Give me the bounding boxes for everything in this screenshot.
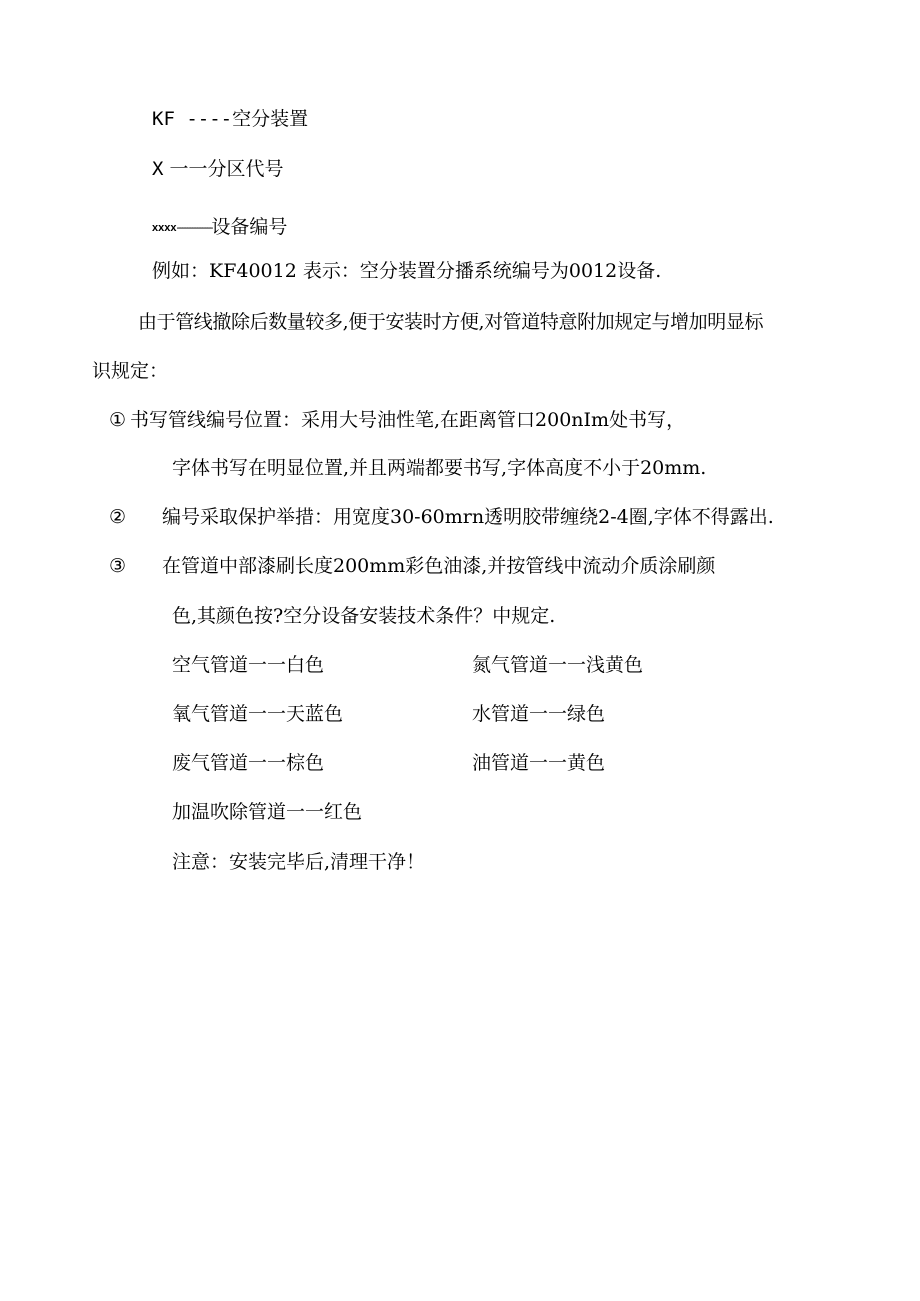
- legend-xxxx-desc: 设备编号: [211, 216, 288, 238]
- intro-paragraph-line1: 由于管线撤除后数量较多,便于安装时方便,对管道特意附加规定与增加明显标: [138, 311, 764, 333]
- color-water: 水管道一一绿色: [472, 703, 606, 725]
- color-heating: 加温吹除管道一一红色: [172, 801, 363, 823]
- legend-kf-separator: ----: [174, 108, 233, 130]
- legend-x-separator: 一一: [163, 158, 208, 180]
- rule-1-line2: 字体书写在明显位置,并且两端都要书写,字体高度不小于20mm.: [172, 457, 707, 479]
- color-oxygen: 氧气管道一一天蓝色: [172, 703, 344, 725]
- rule-3-line2: 色,其颜色按?空分设备安装技术条件？中规定.: [172, 605, 556, 627]
- color-oil: 油管道一一黄色: [472, 752, 606, 774]
- rule-3-marker: ③: [109, 555, 127, 577]
- color-nitrogen: 氮气管道一一浅黄色: [472, 654, 644, 676]
- legend-xxxx-code: xxxx: [152, 222, 177, 234]
- legend-x-desc: 分区代号: [207, 158, 284, 180]
- legend-kf: [152, 110, 308, 129]
- legend-x-code: X: [152, 158, 164, 180]
- intro-paragraph-line2: 识规定：: [92, 360, 169, 382]
- legend-xxxx-separator: ---------------------: [176, 222, 212, 234]
- legend-x: [152, 160, 284, 179]
- color-air: 空气管道一一白色: [172, 654, 325, 676]
- legend-xxxx: [152, 218, 287, 237]
- legend-kf-desc: 空分装置: [232, 108, 309, 130]
- rule-1-marker: ①: [109, 409, 127, 431]
- rule-1-line1: 书写管线编号位置：采用大号油性笔,在距离管口200nIm处书写，: [130, 409, 686, 431]
- legend-example: 例如：KF40012 表示：空分装置分播系统编号为0012设备.: [152, 260, 662, 282]
- color-exhaust: 废气管道一一棕色: [172, 752, 325, 774]
- note-text: 注意：安装完毕后,清理干净！: [172, 851, 426, 873]
- legend-kf-code: KF: [152, 108, 175, 130]
- rule-2-marker: ②: [109, 506, 127, 528]
- rule-2-line1: 编号采取保护举措：用宽度30-60mrn透明胶带缠绕2-4圈,字体不得露出.: [162, 506, 774, 528]
- rule-3-line1: 在管道中部漆刷长度200mm彩色油漆,并按管线中流动介质涂刷颜: [162, 555, 716, 577]
